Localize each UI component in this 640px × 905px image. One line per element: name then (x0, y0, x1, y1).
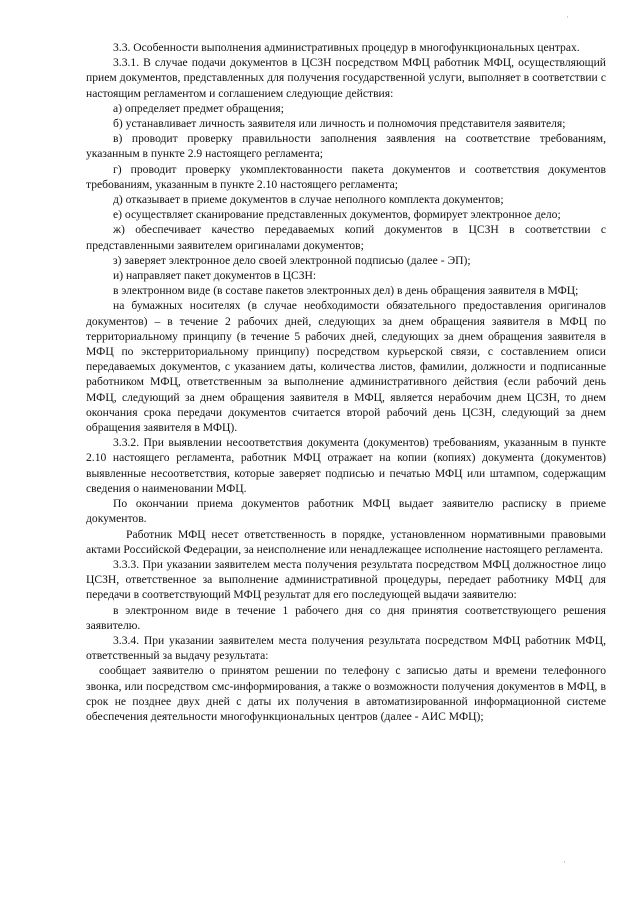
paragraph: 3.3.2. При выявлении несоответствия документа (документов) требованиям, указанным в пункте 2.10 настоящего регламента, работник МФЦ отражает на копии (копиях) документа (документов) выявленные несоответствия, которые заверяет подписью и печатью МФЦ или штампом, содержащим сведения о наименовании МФЦ. (86, 436, 606, 495)
paragraph: 3.3.1. В случае подачи документов в ЦСЗН посредством МФЦ работник МФЦ, осуществляющий прием документов, представленных для получения государственной услуги, выполняет в соответствии с настоящим регламентом и соглашением следующие действия: (86, 56, 606, 100)
list-item: з) заверяет электронное дело своей электронной подписью (далее - ЭП); (113, 253, 471, 267)
list-item: д) отказывает в приеме документов в случае неполного комплекта документов; (113, 193, 504, 207)
scan-mark: · (566, 12, 569, 22)
document-body (86, 40, 606, 724)
paragraph: 3.3.4. При указании заявителем места получения результата посредством МФЦ работник МФЦ, ответственный за выдачу результата: (86, 633, 606, 663)
paragraph: в электронном виде (в составе пакетов электронных дел) в день обращения заявителя в МФЦ; (113, 284, 579, 298)
paragraph: 3.3.3. При указании заявителем места получения результата посредством МФЦ должностное лицо ЦСЗН, ответственное за выполнение административной процедуры, передает работнику МФЦ для передачи в соответствующий МФЦ результат для его последующей выдачи заявителю: (86, 557, 606, 602)
scan-mark: · (563, 857, 566, 867)
list-item: а) определяет предмет обращения; (113, 101, 284, 115)
list-item: и) направляет пакет документов в ЦСЗН: (113, 269, 317, 283)
list-item: б) устанавливает личность заявителя или личность и полномочия представителя заявителя; (113, 117, 566, 131)
list-item: е) осуществляет сканирование представленных документов, формирует электронное дело; (113, 208, 561, 222)
list-item: г) проводит проверку укомплектованности пакета документов и соответствия документов требованиям, указанным в пункте 2.10 настоящего регламента; (86, 162, 606, 191)
paragraph: По окончании приема документов работник МФЦ выдает заявителю расписку в приеме документов. (86, 497, 606, 526)
list-item: ж) обеспечивает качество передаваемых копий документов в ЦСЗН в соответствии с представленными заявителем оригиналами документов; (86, 223, 606, 252)
paragraph: на бумажных носителях (в случае необходимости обязательного предоставления оригиналов документов) – в течение 2 рабочих дней, следующих за днем обращения заявителя в МФЦ по территориальному принципу (в течение 5 рабочих дней, следующих за днем обращения заявителя в МФЦ по экстерриториальному принципу) посредством курьерской связи, с составлением описи передаваемых документов, с указанием даты, количества листов, фамилии, должности и подписанные работником МФЦ, ответственным за выполнение административного действия (если рабочий день МФЦ, следующий за днем обращения заявителя в МФЦ, является нерабочим днем ЦСЗН, то днем окончания срока передачи документов считается второй рабочий день ЦСЗН, следующий за днем обращения заявителя в МФЦ). (86, 299, 606, 435)
list-item: в) проводит проверку правильности заполнения заявления на соответствие требованиям, указанным в пункте 2.9 настоящего регламента; (86, 132, 606, 161)
paragraph: в электронном виде в течение 1 рабочего дня со дня принятия соответствующего решения заявителю. (86, 603, 606, 632)
paragraph: сообщает заявителю о принятом решении по телефону с записью даты и времени телефонного звонка, или посредством смс-информирования, а также о возможности получения документов в МФЦ, в срок не позднее двух дней с даты их получения в автоматизированной информационной системе обеспечения деятельности многофункциональных центров (далее - АИС МФЦ); (86, 664, 606, 723)
paragraph: Работник МФЦ несет ответственность в порядке, установленном нормативными правовыми актами Российской Федерации, за неисполнение или ненадлежащее исполнение настоящего регламента. (86, 527, 606, 556)
section-heading: 3.3. Особенности выполнения административных процедур в многофункциональных центрах. (113, 41, 580, 54)
